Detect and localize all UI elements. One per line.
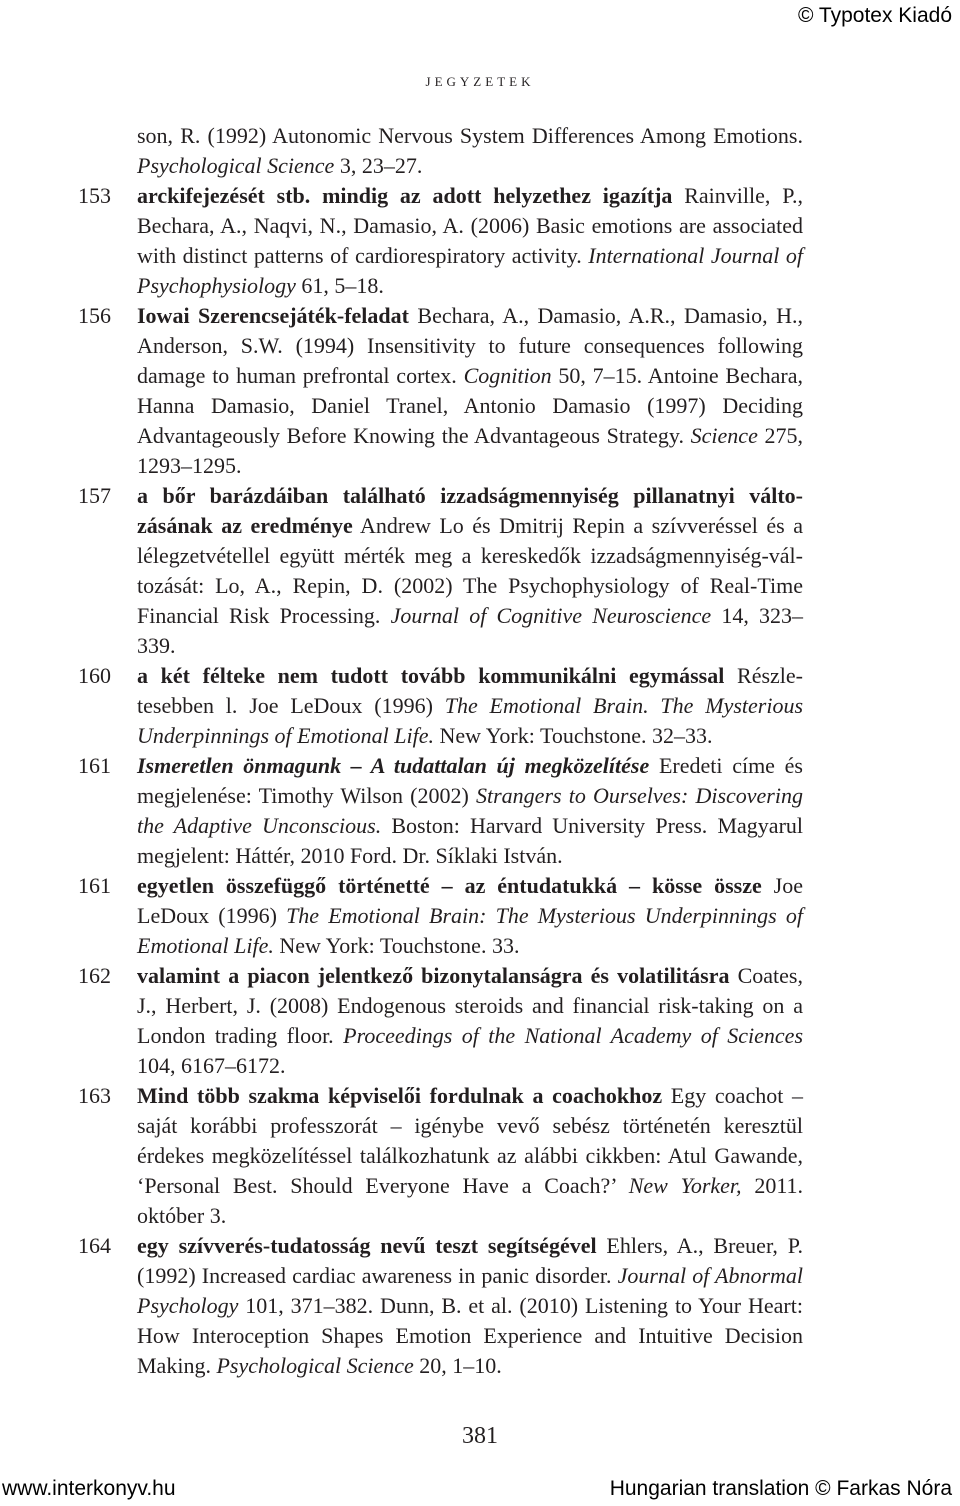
note-text: 14, 323–339. xyxy=(137,603,803,658)
publication-title: Science xyxy=(690,423,758,448)
publication-title: Psychological Science xyxy=(216,1353,414,1378)
copyright-watermark-top: © Typotex Kiadó xyxy=(797,4,952,27)
note-body xyxy=(137,481,803,661)
keyword-phrase: Mind több szakma képviselői fordulnak a coachokhoz xyxy=(137,1083,663,1108)
note-number: 160 xyxy=(78,663,111,688)
endnote xyxy=(78,181,803,301)
page-number: 381 xyxy=(462,1423,498,1449)
keyword-phrase: valamint a piacon jelentkező bizonytalanságra és volatilitásra xyxy=(137,963,730,988)
note-number: 162 xyxy=(78,963,111,988)
endnote xyxy=(78,481,803,661)
note-number: 161 xyxy=(78,873,111,898)
note-text: Joe LeDoux (1996) xyxy=(137,873,803,928)
publication-title: Psychological Science xyxy=(137,153,335,178)
note-body xyxy=(137,961,803,1081)
publication-title: The Emotional Brain: The Mysterious Underpinnings of Emotional Life. xyxy=(137,903,803,958)
note-body xyxy=(137,871,803,961)
note-text: Andrew Lo és Dmitrij Repin a szívveréssel és a lélegzetvétellel együtt mérték meg a kereskedők izzadságmennyiség-változását: Lo, A., Repin, D. (2002) The Psychophysiology of Real-Time Financial Risk Processing. xyxy=(137,513,803,628)
publication-title: The Emotional Brain. The Mysterious Underpinnings of Emotional Life. xyxy=(137,693,804,748)
keyword-phrase: egyetlen összefüggő történetté – az éntudatukká – kösse össze xyxy=(137,873,762,898)
publication-title: Journal of Abnormal Psychology xyxy=(137,1263,804,1318)
keyword-phrase: Iowai Szerencsejáték-feladat xyxy=(137,303,409,328)
endnote xyxy=(78,301,803,481)
endnotes-list xyxy=(78,121,803,1381)
note-number: 164 xyxy=(78,1233,111,1258)
note-body xyxy=(137,181,803,301)
note-text: 101, 371–382. Dunn, B. et al. (2010) Listening to Your Heart: How Interoception Shapes Emotion Experience and Intuitive Decision Making. xyxy=(137,1293,803,1378)
note-text: Boston: Harvard University Press. Magyarul megjelent: Háttér, 2010 Ford. Dr. Síklaki István. xyxy=(137,813,804,868)
note-number: 157 xyxy=(78,483,111,508)
publication-title: Strangers to Ourselves: Discovering the Adaptive Unconscious. xyxy=(137,783,803,838)
note-text: Rainville, P., Bechara, A., Naqvi, N., Damasio, A. (2006) Basic emotions are associated with distinct patterns of cardiorespiratory activity. xyxy=(137,183,804,268)
note-text: New York: Touchstone. 33. xyxy=(273,933,520,958)
note-text: 20, 1–10. xyxy=(413,1353,502,1378)
note-text: New York: Touchstone. 32–33. xyxy=(434,723,713,748)
note-text: Bechara, A., Damasio, A.R., Damasio, H., Anderson, S.W. (1994) Insensitivity to future consequences following damage to human prefrontal cortex. xyxy=(137,303,804,388)
endnote xyxy=(78,871,803,961)
note-body xyxy=(137,1081,803,1231)
note-text: 2011. október 3. xyxy=(137,1173,804,1228)
note-number: 156 xyxy=(78,303,111,328)
note-text: Ehlers, A., Breuer, P. (1992) Increased cardiac awareness in panic disorder. xyxy=(137,1233,803,1288)
endnote xyxy=(78,751,803,871)
keyword-phrase: egy szívverés-tudatosság nevű teszt segítségével xyxy=(137,1233,597,1258)
note-body xyxy=(137,661,803,751)
note-body xyxy=(137,751,803,871)
note-text: Részletesebben l. Joe LeDoux (1996) xyxy=(137,663,803,718)
publication-title: International Journal of Psychophysiology xyxy=(137,243,803,298)
note-text: Egy coachot – saját korábbi professzorát – igénybe vevő sebész történetén keresztül érdekes megközelítéssel találkozhatunk az alábbi cikkben: Atul Gawande, ‘Personal Best. Should Everyone Have a Coach?’ xyxy=(137,1083,803,1198)
note-text: 50, 7–15. Antoine Bechara, Hanna Damasio, Daniel Tranel, Antonio Damasio (1997) Deciding Advantageously Before Knowing the Advantageous Strategy. xyxy=(137,363,803,448)
note-text: son, R. (1992) Autonomic Nervous System Differences Among Emotions. xyxy=(137,123,803,148)
publication-title: Proceedings of the National Academy of Sciences xyxy=(343,1023,804,1048)
website-watermark: www.interkonyv.hu xyxy=(2,1477,176,1500)
note-text: Coates, J., Herbert, J. (2008) Endogenous steroids and financial risk-taking on a London trading floor. xyxy=(137,963,803,1048)
note-body xyxy=(78,121,803,181)
endnote xyxy=(78,661,803,751)
note-text: 61, 5–18. xyxy=(295,273,384,298)
notes-container xyxy=(78,181,803,1381)
note-text: 3, 23–27. xyxy=(334,153,423,178)
translation-copyright-watermark: Hungarian translation © Farkas Nóra xyxy=(609,1477,952,1500)
keyword-phrase: arckifejezését stb. mindig az adott helyzethez igazítja xyxy=(137,183,673,208)
note-body xyxy=(137,1231,803,1381)
endnote xyxy=(78,961,803,1081)
note-text: 275, 1293–1295. xyxy=(137,423,803,478)
endnote xyxy=(78,1231,803,1381)
publication-title: Cognition xyxy=(463,363,552,388)
note-number: 161 xyxy=(78,753,111,778)
continued-note xyxy=(78,121,803,181)
keyword-phrase: Ismeretlen önmagunk – A tudattalan új megközelítése xyxy=(137,753,650,778)
publication-title: Journal of Cognitive Neuroscience xyxy=(390,603,712,628)
note-text: 104, 6167–6172. xyxy=(137,1053,286,1078)
endnote xyxy=(78,1081,803,1231)
keyword-phrase: a két félteke nem tudott tovább kommunikálni egymással xyxy=(137,663,725,688)
note-body xyxy=(137,301,803,481)
publication-title: New Yorker, xyxy=(628,1173,742,1198)
keyword-phrase: a bőr barázdáiban található izzadságmennyiség pillanatnyi változásának az eredménye xyxy=(137,483,803,538)
note-text: Eredeti címe és megjelenése: Timothy Wilson (2002) xyxy=(137,753,803,808)
running-header: jegyzetek xyxy=(425,70,535,90)
note-number: 163 xyxy=(78,1083,111,1108)
note-number: 153 xyxy=(78,183,111,208)
